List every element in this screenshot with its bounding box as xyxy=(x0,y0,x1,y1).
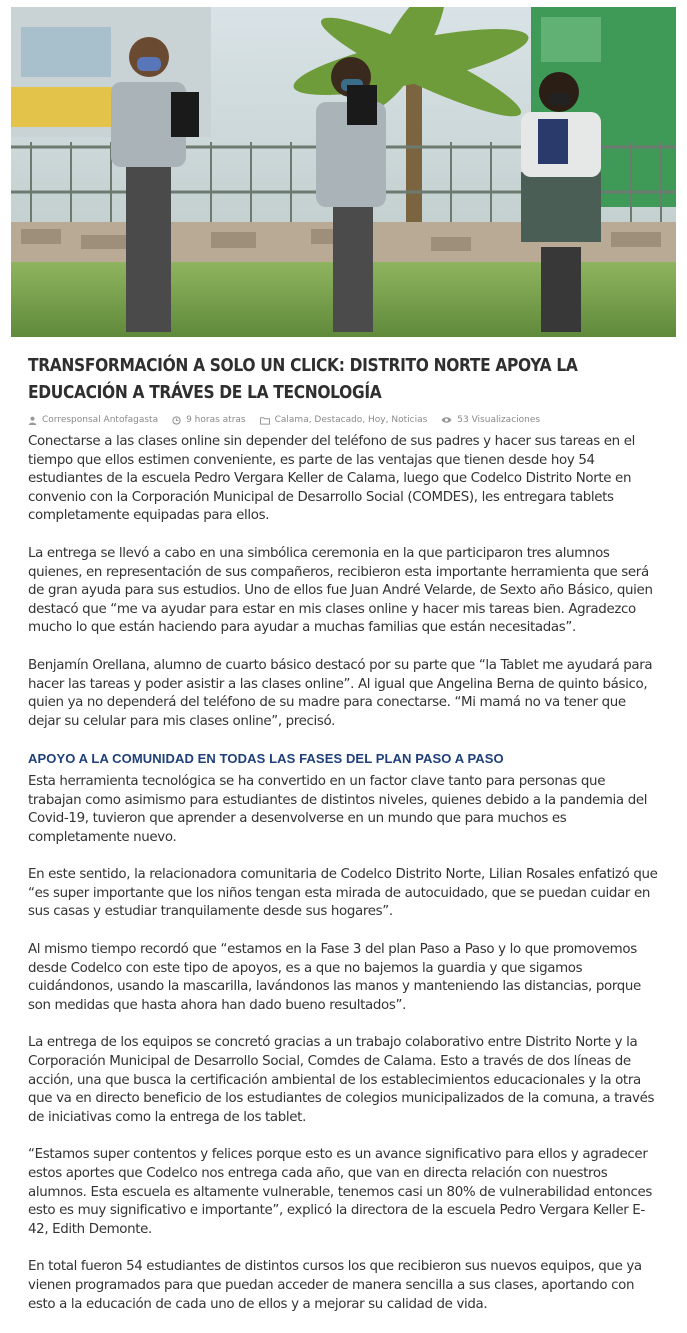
article-meta xyxy=(28,415,668,425)
meta-views-text: 53 Visualizaciones xyxy=(457,415,541,425)
article-paragraph: La entrega de los equipos se concretó gracias a un trabajo colaborativo entre Distrito Norte y la Corporación Municipal de Desarrollo Social, Comdes de Calama. Esto a través de dos líneas de acción, una que busca la certificación ambiental de los establecimientos educacionales y la otra que va en directo beneficio de los estudiantes de colegios municipalizados de la comuna, a través de iniciativas como la entrega de los tablet. xyxy=(28,1035,655,1125)
user-icon xyxy=(28,416,37,425)
meta-categories-text[interactable]: Calama, Destacado, Hoy, Noticias xyxy=(274,415,428,425)
meta-time xyxy=(172,415,246,425)
article-paragraph: Benjamín Orellana, alumno de cuarto básico destacó por su parte que “la Tablet me ayudará para hacer las tareas y poder asistir a las clases online”. Al igual que Angelina Berna de quinto básico, quien ya no dependerá del teléfono de su madre para conectarse. “Mi mamá no va tener que dejar su celular para mis clases online”, precisó. xyxy=(28,657,653,729)
eye-icon xyxy=(441,416,452,424)
article-subheading: APOYO A LA COMUNIDAD EN TODAS LAS FASES DEL PLAN PASO A PASO xyxy=(28,751,504,767)
clock-icon xyxy=(172,416,181,425)
meta-time-text: 9 horas atras xyxy=(186,415,246,425)
meta-author[interactable] xyxy=(28,415,158,425)
meta-views xyxy=(441,415,540,425)
meta-categories[interactable] xyxy=(260,415,428,425)
article-body xyxy=(28,433,662,1333)
article-paragraph: Conectarse a las clases online sin depender del teléfono de sus padres y hacer sus tareas en el tiempo que ellos estimen conveniente, es parte de las ventajas que tienen desde hoy 54 estudiantes de la escuela Pedro Vergara Keller de Calama, luego que Codelco Distrito Norte en convenio con la Corporación Municipal de Desarrollo Social (COMDES), les entregara tablets completamente equipadas para ellos. xyxy=(28,434,635,524)
article-paragraph: Esta herramienta tecnológica se ha convertido en un factor clave tanto para personas que trabajan como asimismo para estudiantes de distintos niveles, quienes debido a la pandemia del Covid-19, tuvieron que aprender a desenvolverse en un mundo que para muchos es completamente nuevo. xyxy=(28,773,648,845)
article-paragraph: “Estamos super contentos y felices porque esto es un avance significativo para ellos y agradecer estos aportes que Codelco nos entrega cada año, que van en directa relación con nuestros alumnos. Esta escuela es altamente vulnerable, tenemos casi un 80% de vulnerabilidad entonces esto es muy significativo e importante”, explicó la directora de la escuela Pedro Vergara Keller E-42, Edith Demonte. xyxy=(28,1147,652,1237)
folder-icon xyxy=(260,416,270,425)
article-paragraph: Al mismo tiempo recordó que “estamos en la Fase 3 del plan Paso a Paso y lo que promovemos desde Codelco con este tipo de apoyos, es a que no bajemos la guardia y que sigamos cuidándonos, usando la mascarilla, lavándonos las manos y manteniendo las distancias, porque son medidas que hasta ahora han dado bueno resultados”. xyxy=(28,942,641,1013)
article-paragraph: En este sentido, la relacionadora comunitaria de Codelco Distrito Norte, Lilian Rosales enfatizó que “es super importante que los niños tengan esta mirada de autocuidado, que se puedan cuidar en sus casas y estudiar tranquilamente desde sus hogares”. xyxy=(28,867,658,920)
hero-photo xyxy=(11,7,676,337)
article-title: TRANSFORMACIÓN A SOLO UN CLICK: DISTRITO NORTE APOYA LA EDUCACIÓN A TRÁVES DE LA TECNOLOGÍA xyxy=(28,355,578,403)
meta-author-text[interactable]: Corresponsal Antofagasta xyxy=(42,415,159,425)
article-paragraph: En total fueron 54 estudiantes de distintos cursos los que recibieron sus nuevos equipos, que ya vienen programados para que puedan acceder de manera sencilla a sus clases, aportando con esto a la educación de cada uno de ellos y a mejorar su calidad de vida. xyxy=(28,1259,642,1312)
article-paragraph: La entrega se llevó a cabo en una simbólica ceremonia en la que participaron tres alumnos quienes, en representación de sus compañeros, recibieron esta importante herramienta que será de gran ayuda para sus estudios. Uno de ellos fue Juan André Velarde, de Sexto año Básico, quien destacó que “me va ayudar para estar en mis clases online y hacer mis tareas bien. Agradezco mucho lo que están haciendo para ayudar a muchas familias que están necesitadas”. xyxy=(28,545,653,636)
hero-photo-illustration xyxy=(11,7,676,337)
